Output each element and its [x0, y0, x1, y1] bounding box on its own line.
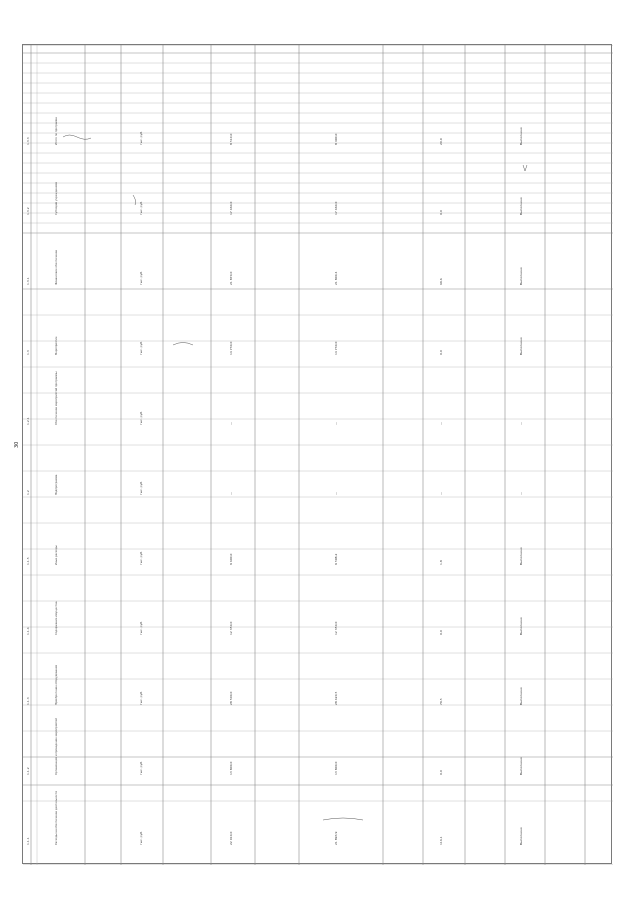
cell-desc: Организация и проведение мероприятий — [55, 718, 58, 775]
cell-unit: тыс. руб. — [139, 690, 143, 705]
cell-v2: 14 730,0 — [334, 341, 338, 355]
cell-desc: Субсидии учреждениям — [55, 182, 58, 215]
cell-note: Выполнено — [519, 547, 523, 565]
cell-code: 1.1.1 — [26, 837, 30, 845]
cell-v3: 0,0 — [439, 210, 443, 215]
cell-code: 1.3.1 — [26, 277, 30, 285]
rotated-data-table — [22, 44, 612, 864]
cell-v1: 13 800,0 — [229, 761, 233, 775]
cell-note: Выполнено — [519, 267, 523, 285]
cell-desc: Мероприятие — [55, 336, 58, 355]
cell-v1: 12 350,0 — [229, 621, 233, 635]
cell-code: 1.1.5 — [26, 557, 30, 565]
cell-desc: Итого по программе — [55, 117, 58, 145]
cell-code: 1.1.3 — [26, 697, 30, 705]
cell-v3: 69,6 — [439, 278, 443, 285]
cell-v2: 17 460,0 — [334, 201, 338, 215]
cell-unit: тыс. руб. — [139, 270, 143, 285]
cell-v2: 12 350,0 — [334, 621, 338, 635]
cell-unit: тыс. руб. — [139, 340, 143, 355]
cell-desc: Содержание имущества — [55, 601, 58, 635]
cell-v1: 8 510,0 — [229, 133, 233, 145]
cell-desc: Расходы на обеспечение деятельности — [55, 790, 58, 845]
cell-v1: 9 600,0 — [229, 553, 233, 565]
cell-unit: тыс. руб. — [139, 620, 143, 635]
cell-v3: 0,0 — [439, 770, 443, 775]
cell-code: 1.2.1 — [26, 417, 30, 425]
cell-v1: — — [229, 492, 233, 495]
cell-code: 1.1.2 — [26, 767, 30, 775]
cell-unit: тыс. руб. — [139, 480, 143, 495]
column-lines — [31, 45, 585, 865]
cell-desc: Финансовое обеспечение — [55, 249, 58, 285]
cell-v2: — — [334, 492, 338, 495]
cell-v1: 14 730,0 — [229, 341, 233, 355]
cell-note: — — [519, 492, 523, 495]
cell-code: 1.3 — [26, 350, 30, 355]
cell-note: Выполнено — [519, 827, 523, 845]
cell-desc: Подпрограмма — [55, 474, 58, 495]
cell-note: Выполнено — [519, 757, 523, 775]
cell-code: 1.3.3 — [26, 137, 30, 145]
cell-v1: — — [229, 422, 233, 425]
row-lines — [23, 45, 613, 865]
cell-v3: 116,1 — [439, 836, 443, 845]
cell-v2: — — [334, 422, 338, 425]
cell-note: Выполнено — [519, 687, 523, 705]
cell-note: Выполнено — [519, 337, 523, 355]
cell-v3: 0,0 — [439, 350, 443, 355]
cell-unit: тыс. руб. — [139, 830, 143, 845]
cell-v1: 21 870,0 — [229, 271, 233, 285]
handwritten-marks — [63, 135, 527, 820]
cell-unit: тыс. руб. — [139, 760, 143, 775]
cell-v2: 21 800,4 — [334, 271, 338, 285]
cell-v2: 9 598,2 — [334, 553, 338, 565]
cell-unit: тыс. руб. — [139, 410, 143, 425]
cell-code: 1.2 — [26, 490, 30, 495]
table-cells — [26, 117, 523, 845]
cell-note: Выполнено — [519, 127, 523, 145]
cell-v2: 8 490,0 — [334, 133, 338, 145]
cell-v3: — — [439, 422, 443, 425]
page-number: 30 — [14, 441, 20, 448]
cell-v3: 1,8 — [439, 560, 443, 565]
cell-unit: тыс. руб. — [139, 550, 143, 565]
cell-v3: — — [439, 492, 443, 495]
cell-v3: 79,5 — [439, 698, 443, 705]
cell-note: Выполнено — [519, 197, 523, 215]
cell-v2: 21 893,9 — [334, 831, 338, 845]
cell-note: — — [519, 422, 523, 425]
cell-desc: Приобретение оборудования — [55, 664, 58, 705]
cell-code: 1.1.4 — [26, 627, 30, 635]
cell-unit: тыс. руб. — [139, 200, 143, 215]
cell-desc: Иные расходы — [55, 545, 58, 565]
cell-unit: тыс. руб. — [139, 130, 143, 145]
table-grid — [23, 45, 613, 865]
cell-v1: 17 460,0 — [229, 201, 233, 215]
cell-v3: 20,0 — [439, 138, 443, 145]
cell-v1: 28 500,0 — [229, 691, 233, 705]
cell-v2: 28 420,5 — [334, 691, 338, 705]
cell-desc: Обеспечение мероприятий программы — [55, 371, 58, 425]
cell-v3: 0,0 — [439, 630, 443, 635]
cell-v2: 13 800,0 — [334, 761, 338, 775]
cell-note: Выполнено — [519, 617, 523, 635]
cell-v1: 22 010,0 — [229, 831, 233, 845]
cell-code: 1.3.2 — [26, 207, 30, 215]
